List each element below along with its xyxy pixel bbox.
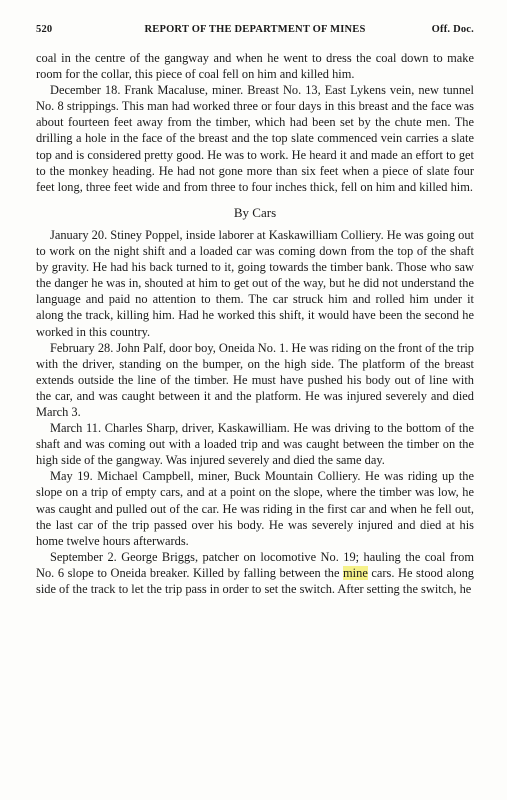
page-body	[36, 50, 474, 597]
paragraph-charles-sharp: March 11. Charles Sharp, driver, Kaskawilliam. He was driving to the bottom of the shaft and was coming out with a loaded trip and was caught between the timber on the high side of the gangway. Was injured severely and died the same day.	[36, 421, 474, 468]
document-designation: Off. Doc.	[431, 24, 474, 35]
page-number: 520	[36, 24, 53, 35]
running-header	[36, 24, 474, 38]
paragraph-george-briggs	[36, 549, 474, 597]
highlighted-word: mine	[343, 565, 368, 580]
header-title: REPORT OF THE DEPARTMENT OF MINES	[144, 24, 366, 35]
paragraph-george-briggs-end: cars. He stood along side of the track to let the trip pass in order to set the switch. After setting the switch, he	[36, 565, 475, 596]
paragraph-george-briggs-start: September 2. George Briggs, patcher on locomotive No. 19; hauling the coal from No. 6 slope to Oneida breaker. Killed by falling between the	[36, 549, 474, 580]
paragraph-continued: coal in the centre of the gangway and when he went to dress the coal down to make room for the collar, this piece of coal fell on him and killed him.	[36, 51, 474, 82]
paragraph-stiney-poppel: January 20. Stiney Poppel, inside laborer at Kaskawilliam Colliery. He was going out to work on the night shift and a loaded car was coming down from the top of the shaft by gravity. He had his back turned to it, going towards the timber bank. Those who saw the danger he was in, shouted at him to get out of the way, but he did not understand the language and paid no attention to them. The car struck him and rolled him under it along the track, killing him. Had he worked this shift, it would have been the second he worked in this country.	[36, 227, 474, 339]
section-heading: By Cars	[233, 204, 277, 220]
paragraph-john-palf: February 28. John Palf, door boy, Oneida No. 1. He was riding on the front of the trip with the driver, standing on the bumper, on the high side. The platform of the breast extends outside the line of the timber. He must have pushed his body out of line with the car, and was caught between it and the platform. He was injured severely and died March 3.	[36, 340, 474, 419]
paragraph-michael-campbell: May 19. Michael Campbell, miner, Buck Mountain Colliery. He was riding up the slope on a trip of empty cars, and at a point on the slope, where the timber was low, he was caught and pulled out of the car. He was riding in the first car and when he fell out, the last car of the trip passed over his body. He was severely injured and died at his home twelve hours afterwards.	[36, 469, 474, 548]
paragraph-frank-macaluse: December 18. Frank Macaluse, miner. Breast No. 13, East Lykens vein, new tunnel No. 8 strippings. This man had worked three or four days in this breast and the face was about fourteen feet away from the timber, which had been set by the chute men. The drilling a hole in the face of the breast and the top slate commenced vein carries a slate top and is considered pretty good. He was to work. He heard it and made an effort to get to the monkey heading. He had not gone more than six feet when a piece of slate four feet long, three feet wide and from three to four inches thick, fell on him and killed him.	[36, 83, 474, 194]
